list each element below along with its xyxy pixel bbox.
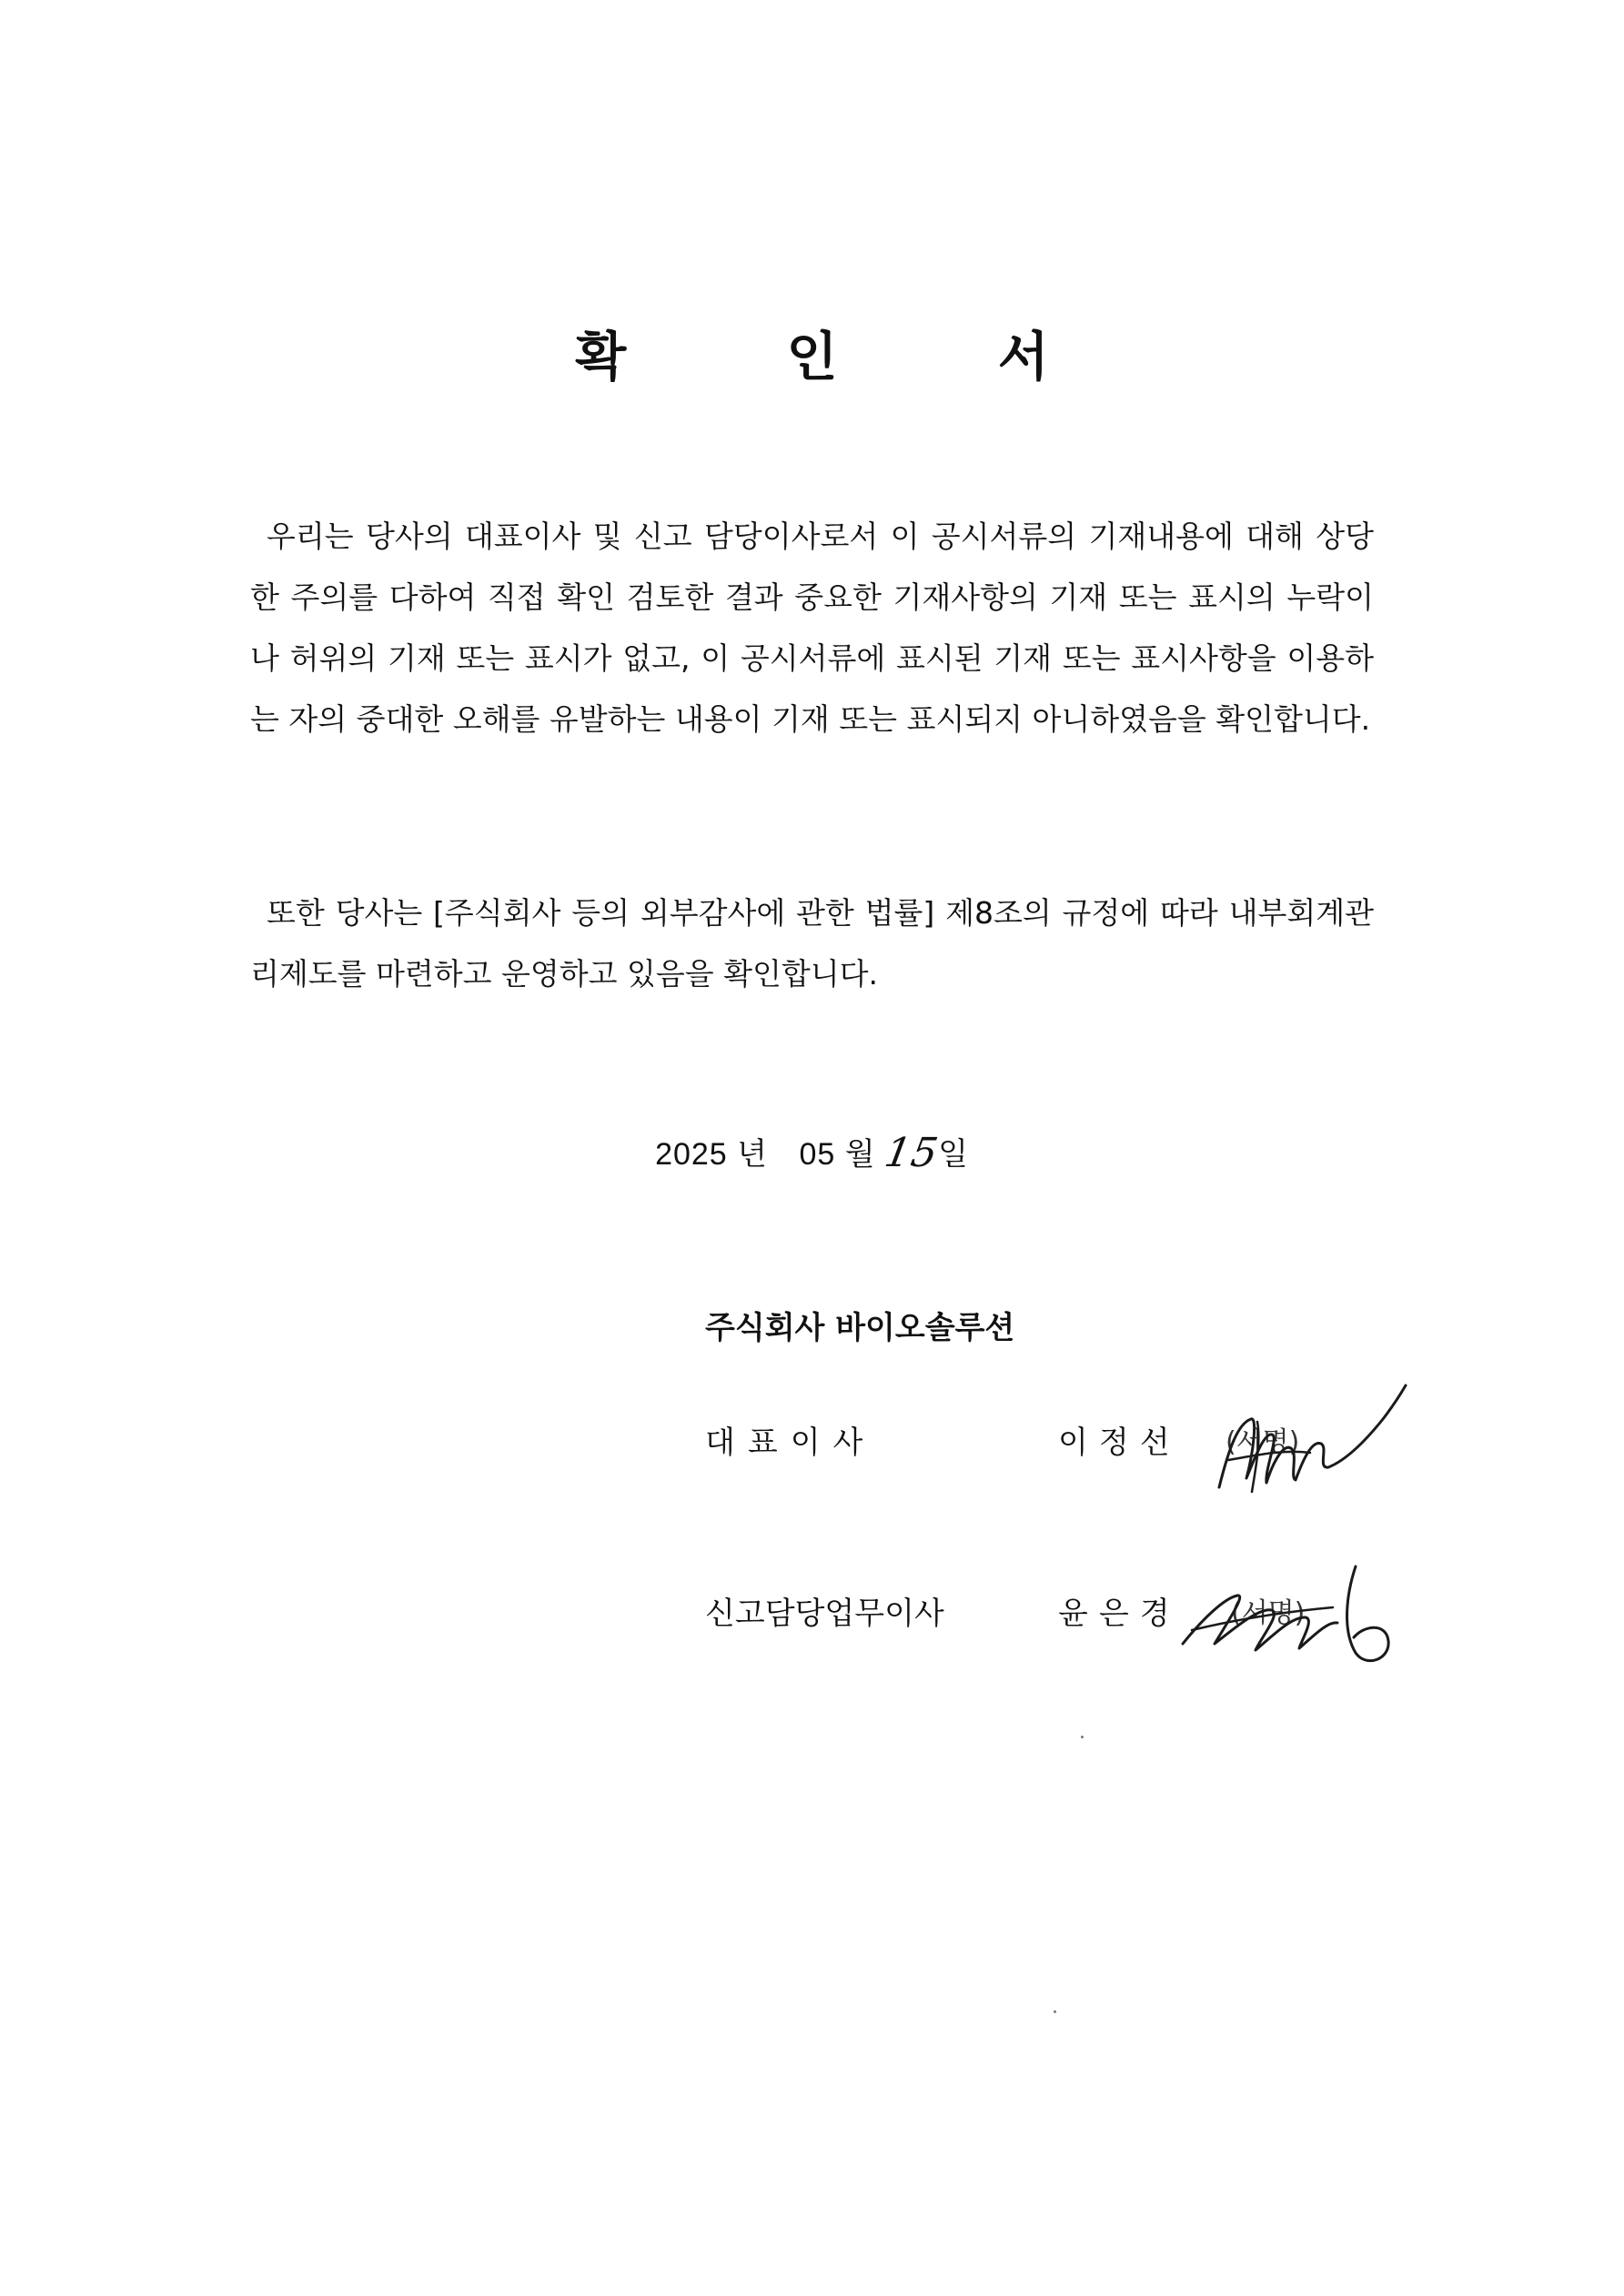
- confirmation-paragraph: 우리는 당사의 대표이사 및 신고 담당이사로서 이 공시서류의 기재내용에 대해 상당한 주의를 다하여 직접 확인 검토한 결과 중요한 기재사항의 기재 또는 표시의 누락이나 허위의 기재 또는 표시가 없고, 이 공시서류에 표시된 기재 또는 표시사항을 이용하는 자의 중대한 오해를 유발하는 내용이 기재 또는 표시되지 아니하였음을 확인합니다.: [250, 519, 1374, 737]
- date-month-unit: 월: [844, 1137, 876, 1172]
- date-day-unit: 일: [938, 1137, 969, 1172]
- signing-date: [0, 1128, 1624, 1174]
- company-name: 주식회사 바이오솔루션: [705, 1310, 1015, 1346]
- scan-speck: [1054, 2010, 1056, 2013]
- signature-label: (서명): [1231, 1597, 1306, 1629]
- signature-label: (서명): [1226, 1426, 1300, 1458]
- document-title: 확 인 서: [575, 326, 1120, 388]
- signatory-name: 윤은경: [1058, 1596, 1181, 1632]
- signatory-role: 대표이사: [705, 1425, 876, 1461]
- scan-speck: [1081, 1736, 1084, 1738]
- internal-control-paragraph: 또한 당사는 [주식회사 등의 외부감사에 관한 법률] 제8조의 규정에 따라 내부회계관리제도를 마련하고 운영하고 있음을 확인합니다.: [250, 895, 1374, 992]
- signatory-role: 신고담당업무이사: [705, 1596, 944, 1632]
- date-year-unit: 년: [737, 1137, 769, 1172]
- date-year: 2025: [655, 1137, 728, 1172]
- date-month: 05: [799, 1137, 836, 1172]
- signatory-name: 이정선: [1058, 1425, 1181, 1461]
- date-day-handwritten: 15: [881, 1130, 943, 1176]
